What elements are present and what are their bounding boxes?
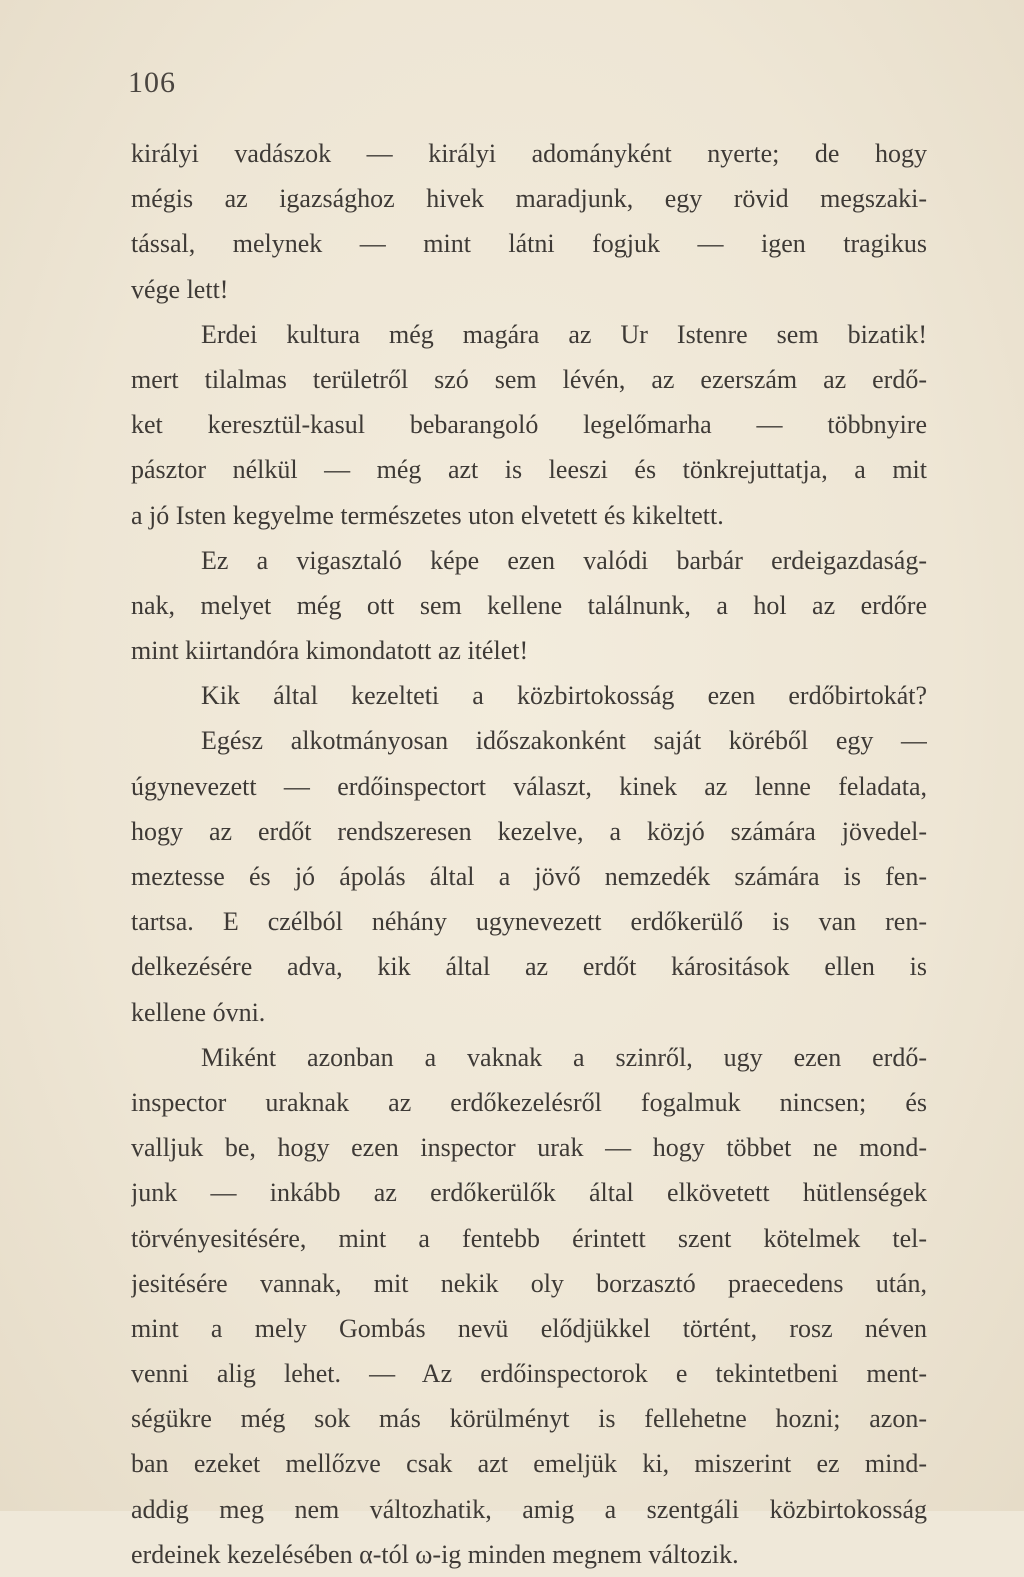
text-line: mégis az igazsághoz hivek maradjunk, egy rövid megszaki- <box>131 184 927 214</box>
text-line: úgynevezett — erdőinspectort választ, kinek az lenne feladata, <box>131 771 927 801</box>
text-line: törvényesitésére, mint a fentebb érintett szent kötelmek tel- <box>131 1223 927 1253</box>
text-line: ket keresztül-kasul bebarangoló legelőmarha — többnyire <box>131 410 927 440</box>
text-line: Ez a vigasztaló képe ezen valódi barbár erdeigazdaság- <box>201 545 927 575</box>
text-line: mint kiirtandóra kimondatott az itélet! <box>131 636 529 666</box>
text-line: delkezésére adva, kik által az erdőt kárositások ellen is <box>131 952 927 982</box>
text-line: venni alig lehet. — Az erdőinspectorok e tekintetbeni ment- <box>131 1359 927 1389</box>
text-line: Miként azonban a vaknak a szinről, ugy ezen erdő- <box>201 1042 927 1072</box>
text-line: tartsa. E czélból néhány ugynevezett erdőkerülő is van ren- <box>131 907 927 937</box>
text-line: Kik által kezelteti a közbirtokosság ezen erdőbirtokát? <box>201 681 927 711</box>
text-line: mert tilalmas területről szó sem lévén, az ezerszám az erdő- <box>131 364 927 394</box>
text-line: a jó Isten kegyelme természetes uton elvetett és kikeltett. <box>131 500 724 530</box>
text-line: erdeinek kezelésében α-tól ω-ig minden megnem változik. <box>131 1539 739 1569</box>
page-number: 106 <box>128 66 176 99</box>
text-line: junk — inkább az erdőkerülők által elkövetett hütlenségek <box>131 1178 927 1208</box>
text-line: vége lett! <box>131 274 229 304</box>
text-line: addig meg nem változhatik, amig a szentgáli közbirtokosság <box>131 1494 927 1524</box>
body-text <box>131 131 927 1577</box>
text-line: meztesse és jó ápolás által a jövő nemzedék számára is fen- <box>131 862 927 891</box>
text-line: kellene óvni. <box>131 997 266 1027</box>
text-line: királyi vadászok — királyi adományként nyerte; de hogy <box>131 139 927 168</box>
text-line: ban ezeket mellőzve csak azt emeljük ki, miszerint ez mind- <box>131 1449 927 1479</box>
text-line: nak, melyet még ott sem kellene találnunk, a hol az erdőre <box>131 590 927 620</box>
text-line: tással, melynek — mint látni fogjuk — igen tragikus <box>131 229 927 259</box>
text-line: valljuk be, hogy ezen inspector urak — hogy többet ne mond- <box>131 1133 927 1163</box>
text-line: pásztor nélkül — még azt is leeszi és tönkrejuttatja, a mit <box>131 455 927 485</box>
text-line: hogy az erdőt rendszeresen kezelve, a közjó számára jövedel- <box>131 816 927 846</box>
text-line: mint a mely Gombás nevü elődjükkel történt, rosz néven <box>131 1313 927 1343</box>
text-line: Egész alkotmányosan időszakonként saját köréből egy — <box>201 726 927 756</box>
text-line: jesitésére vannak, mit nekik oly borzasztó praecedens után, <box>131 1268 927 1298</box>
text-line: inspector uraknak az erdőkezelésről fogalmuk nincsen; és <box>131 1087 927 1117</box>
text-line: Erdei kultura még magára az Ur Istenre sem bizatik! <box>201 319 927 349</box>
text-line: ségükre még sok más körülményt is fellehetne hozni; azon- <box>131 1404 927 1434</box>
